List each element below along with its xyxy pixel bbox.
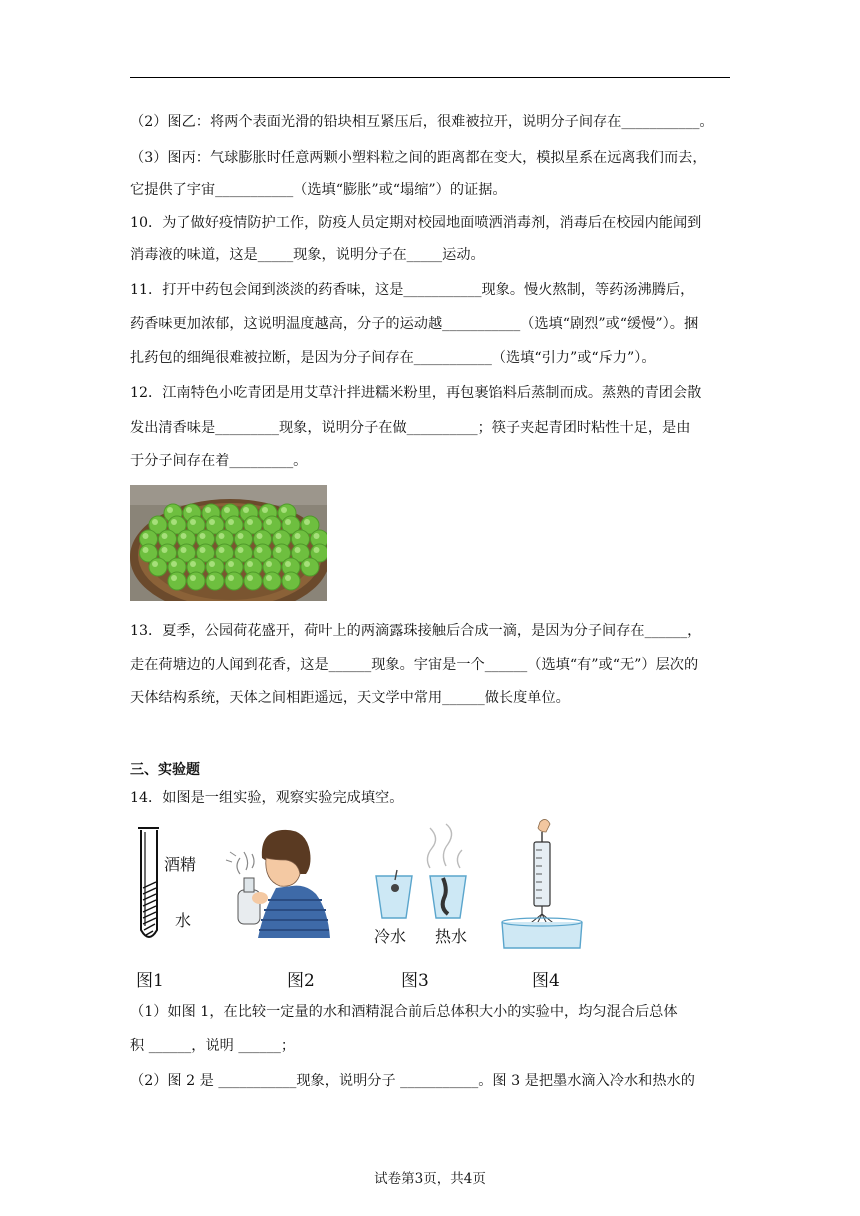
page-footer: 试卷第3页，共4页 — [374, 1171, 486, 1187]
qingtuan-bun — [301, 558, 319, 576]
question-13: 13．夏季，公园荷花盛开，荷叶上的两滴露珠接触后合成一滴，是因为分子间存在______， — [130, 623, 702, 639]
boy-smelling-figure — [226, 830, 330, 938]
ink-diffusion-figure — [374, 824, 467, 946]
figure-label-4: 图4 — [532, 971, 560, 991]
bun-highlight — [181, 533, 187, 539]
text-line: （3）图丙：气球膨胀时任意两颗小塑料粒之间的距离都在变大，模拟星系在远离我们而去， — [130, 150, 707, 166]
figure-label-1: 图1 — [136, 971, 164, 991]
bun-highlight — [238, 547, 244, 553]
bun-highlight — [171, 519, 177, 525]
text-line: 扎药包的细绳很难被拉断，是因为分子间存在___________（选填“引力”或“斥力”）。 — [130, 350, 656, 366]
bun-highlight — [162, 547, 168, 553]
bun-highlight — [171, 561, 177, 567]
bun-highlight — [285, 519, 291, 525]
question-14: 14．如图是一组实验，观察实验完成填空。 — [130, 790, 404, 806]
bun-highlight — [186, 507, 192, 513]
bun-highlight — [162, 533, 168, 539]
bun-highlight — [266, 561, 272, 567]
bun-highlight — [190, 519, 196, 525]
text-line: （2）图乙：将两个表面光滑的铅块相互紧压后，很难被拉开，说明分子间存在___________。 — [130, 114, 714, 130]
bun-highlight — [314, 533, 320, 539]
text-line: 走在荷塘边的人闻到花香，这是______现象。宇宙是一个______（选填“有”或“无”）层次的 — [130, 657, 699, 673]
text-line: 于分子间存在着_________。 — [130, 453, 308, 469]
bun-highlight — [200, 547, 206, 553]
qingtuan-bun — [168, 572, 186, 590]
bun-highlight — [143, 533, 149, 539]
bun-highlight — [228, 519, 234, 525]
bun-highlight — [143, 547, 149, 553]
bun-highlight — [209, 519, 215, 525]
label-cold-water: 冷水 — [374, 927, 407, 946]
qingtuan-bun — [244, 572, 262, 590]
bun-highlight — [314, 547, 320, 553]
bun-highlight — [304, 519, 310, 525]
qingtuan-bun — [149, 558, 167, 576]
bun-highlight — [167, 507, 173, 513]
question-12: 12．江南特色小吃青团是用艾草汁拌进糯米粉里，再包裹馅料后蒸制而成。蒸熟的青团会散 — [130, 385, 702, 401]
text-line: 积 ______，说明 ______； — [130, 1038, 296, 1054]
bun-highlight — [219, 533, 225, 539]
experiment-figures — [130, 818, 610, 993]
subquestion-2: （2）图 2 是 ___________现象，说明分子 ___________。图 3 是把墨水滴入冷水和热水的 — [130, 1073, 695, 1089]
bun-highlight — [295, 533, 301, 539]
bun-highlight — [209, 575, 215, 581]
qingtuan-bun — [263, 572, 281, 590]
bun-highlight — [257, 533, 263, 539]
text-line: 消毒液的味道，这是_____现象，说明分子在_____运动。 — [130, 247, 485, 263]
qingtuan-photo — [130, 485, 327, 601]
bun-highlight — [224, 507, 230, 513]
bun-highlight — [190, 561, 196, 567]
section-heading: 三、实验题 — [130, 762, 200, 778]
bun-highlight — [295, 547, 301, 553]
text-line: 它提供了宇宙___________（选填“膨胀”或“塌缩”）的证据。 — [130, 182, 507, 198]
bun-highlight — [281, 507, 287, 513]
bun-highlight — [228, 561, 234, 567]
bun-highlight — [285, 561, 291, 567]
bun-highlight — [285, 575, 291, 581]
text-line: 天体结构系统，天体之间相距遥远，天文学中常用______做长度单位。 — [130, 690, 570, 706]
text-line: 发出清香味是_________现象，说明分子在做__________；筷子夹起青团时粘性十足，是由 — [130, 420, 691, 436]
question-10: 10．为了做好疫情防护工作，防疫人员定期对校园地面喷洒消毒剂，消毒后在校园内能闻到 — [130, 215, 702, 231]
bun-highlight — [276, 533, 282, 539]
bun-highlight — [152, 519, 158, 525]
bun-highlight — [205, 507, 211, 513]
qingtuan-bun — [187, 572, 205, 590]
bun-highlight — [238, 533, 244, 539]
figure-label-2: 图2 — [287, 971, 315, 991]
qingtuan-bun — [225, 572, 243, 590]
spring-scale-figure — [502, 819, 582, 948]
qingtuan-bun — [206, 572, 224, 590]
test-tube-figure — [138, 828, 196, 937]
bun-highlight — [190, 575, 196, 581]
label-alcohol: 酒精 — [164, 855, 197, 874]
bun-highlight — [152, 561, 158, 567]
bun-highlight — [266, 519, 272, 525]
bun-highlight — [209, 561, 215, 567]
bun-highlight — [228, 575, 234, 581]
bun-highlight — [266, 575, 272, 581]
bun-highlight — [276, 547, 282, 553]
label-hot-water: 热水 — [435, 927, 468, 946]
bun-highlight — [247, 519, 253, 525]
bun-highlight — [247, 575, 253, 581]
bun-highlight — [171, 575, 177, 581]
bun-highlight — [243, 507, 249, 513]
bun-highlight — [257, 547, 263, 553]
subquestion-1: （1）如图 1，在比较一定量的水和酒精混合前后总体积大小的实验中，均匀混合后总体 — [130, 1004, 678, 1020]
qingtuan-bun — [282, 572, 300, 590]
figure-label-3: 图3 — [401, 971, 429, 991]
bun-highlight — [200, 533, 206, 539]
bun-highlight — [247, 561, 253, 567]
header-rule — [130, 77, 730, 78]
bun-highlight — [181, 547, 187, 553]
bun-highlight — [304, 561, 310, 567]
bun-highlight — [262, 507, 268, 513]
question-11: 11．打开中药包会闻到淡淡的药香味，这是___________现象。慢火熬制，等药汤沸腾后， — [130, 282, 695, 298]
label-water: 水 — [175, 911, 192, 930]
text-line: 药香味更加浓郁，这说明温度越高，分子的运动越___________（选填“剧烈”或“缓慢”）。捆 — [130, 316, 699, 332]
bun-highlight — [219, 547, 225, 553]
